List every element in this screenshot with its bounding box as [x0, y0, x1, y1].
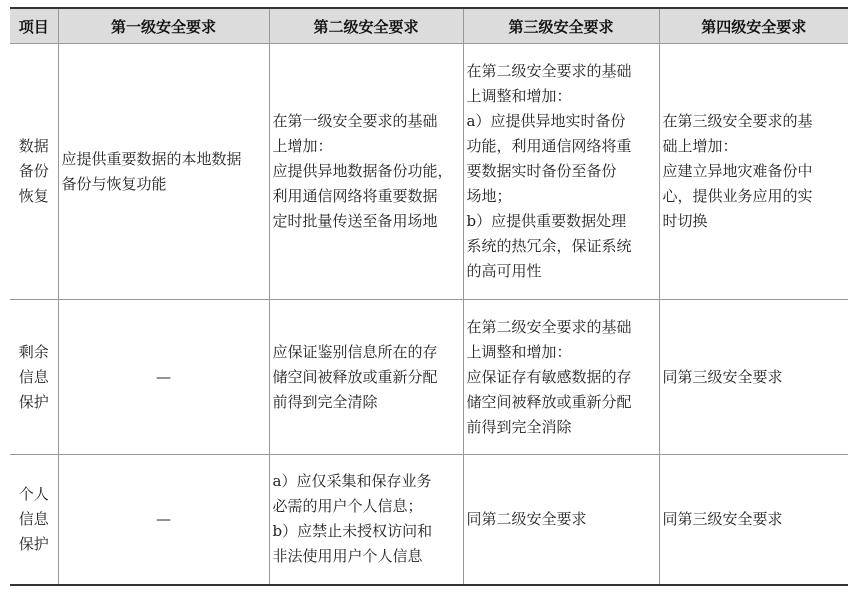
cell-text-line: — [156, 367, 171, 386]
cell-text-line: 上调整和增加： [466, 342, 572, 361]
table-row [10, 300, 848, 455]
level-3-cell [463, 455, 659, 585]
cell-text-line: 保护 [18, 534, 49, 553]
level-2-cell [269, 455, 463, 585]
cell-text-line: 上增加： [272, 137, 333, 155]
level-1-cell [58, 44, 269, 300]
cell-text-line: 础上增加： [662, 137, 738, 155]
cell-text-line: 数据 [18, 137, 49, 155]
header-level-1: 第一级安全要求 [58, 8, 269, 44]
row-item-cell [10, 44, 58, 300]
cell-text-line: 保护 [18, 392, 49, 411]
cell-text-line: a）应仅采集和保存业务 [272, 472, 432, 491]
cell-text-line: 个人 [18, 484, 49, 503]
cell-text-line: b）应禁止未授权访问和 [272, 522, 433, 541]
cell-text-line: 前得到完全清除 [272, 392, 378, 411]
cell-text-line: 系统的热冗余，保证系统 [466, 237, 632, 255]
cell-text-line: 剩余 [18, 342, 49, 361]
cell-text-line: 同第三级安全要求 [662, 509, 783, 528]
header-level-3: 第三级安全要求 [463, 8, 659, 44]
level-1-cell [58, 300, 269, 455]
cell-text-line: 非法使用用户个人信息 [272, 547, 423, 566]
cell-text-line: 备份 [18, 162, 49, 180]
cell-text-line: b）应提供重要数据处理 [466, 212, 627, 230]
row-item-cell [10, 455, 58, 585]
cell-text-line: 在第二级安全要求的基础 [466, 317, 632, 336]
cell-text-line: 应保证鉴别信息所在的存 [272, 342, 438, 361]
cell-text-line: 上调整和增加： [466, 87, 572, 105]
cell-text-line: 应提供异地数据备份功能， [272, 162, 453, 180]
cell-text-line: 在第三级安全要求的基 [662, 112, 813, 130]
cell-text-line: 前得到完全消除 [466, 417, 572, 436]
level-3-cell [463, 300, 659, 455]
cell-text-line: 场地； [466, 187, 512, 205]
cell-text-line: 必需的用户个人信息； [272, 497, 423, 516]
cell-text-line: 时切换 [662, 212, 708, 230]
cell-text-line: 应建立异地灾难备份中 [662, 162, 813, 180]
security-requirements-table [10, 7, 848, 586]
cell-text-line: 在第二级安全要求的基础 [466, 62, 632, 80]
cell-text-line: 应保证存有敏感数据的存 [466, 367, 632, 386]
cell-text-line: 同第二级安全要求 [466, 509, 587, 528]
cell-text-line: 利用通信网络将重要数据 [272, 187, 438, 205]
level-2-cell [269, 300, 463, 455]
row-item-cell [10, 300, 58, 455]
level-4-cell [659, 455, 848, 585]
table-row [10, 44, 848, 300]
cell-text-line: 备份与恢复功能 [61, 174, 167, 193]
cell-text-line: 应提供重要数据的本地数据 [61, 149, 242, 168]
cell-text-line: — [156, 509, 171, 528]
cell-text-line: 恢复 [18, 187, 49, 205]
table-row [10, 455, 848, 585]
cell-text-line: 信息 [18, 367, 49, 386]
level-4-cell [659, 300, 848, 455]
level-4-cell [659, 44, 848, 300]
cell-text-line: 同第三级安全要求 [662, 367, 783, 386]
cell-text-line: 储空间被释放或重新分配 [272, 367, 438, 386]
cell-text-line: a）应提供异地实时备份 [466, 112, 626, 130]
cell-text-line: 定时批量传送至备用场地 [272, 212, 438, 230]
cell-text-line: 功能，利用通信网络将重 [466, 137, 632, 155]
header-row [10, 8, 848, 44]
header-level-4: 第四级安全要求 [659, 8, 848, 44]
cell-text-line: 储空间被释放或重新分配 [466, 392, 632, 411]
cell-text-line: 要数据实时备份至备份 [466, 162, 617, 180]
header-level-2: 第二级安全要求 [269, 8, 463, 44]
header-item: 项目 [10, 8, 58, 44]
cell-text-line: 在第一级安全要求的基础 [272, 112, 438, 130]
level-3-cell [463, 44, 659, 300]
cell-text-line: 心，提供业务应用的实 [662, 187, 813, 205]
cell-text-line: 的高可用性 [466, 262, 542, 280]
cell-text-line: 信息 [18, 509, 49, 528]
level-2-cell [269, 44, 463, 300]
level-1-cell [58, 455, 269, 585]
